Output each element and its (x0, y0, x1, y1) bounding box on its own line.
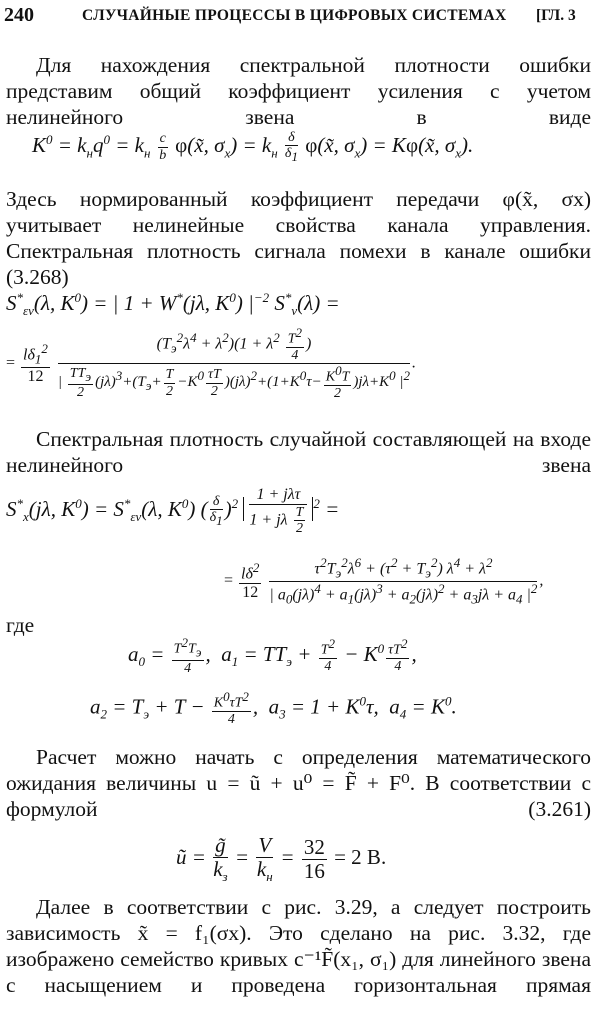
equation-sev-2: = $\frac{l\delta_1^2}{12}$ $(T_э^2\lambda^4 + \lambda^2)(1 + \lambda^2$ $\frac{T^2}{4}$ ) | $\frac{TT_э}{2}$ $(j\lambda)^3+(T_э+$ $\frac{T}{2}$ $-K^0$ $\frac{\tau T}{2}$ )$(j\lambda)^2+(1+K^0\tau-$ $\frac{K^0T}{2}$ )$j\lambda+K^0$ $|^2$ . (6, 325, 417, 402)
equation-sx-2: = $\frac{l\delta^2}{12}$ $\frac{\tau^2T_э^2\lambda^6 + (\tau^2 + T_э^2) \lambda^4 + \lambda^2}{| a_0(j\lambda)^4 + a_1(j\lambda)^3 + a_2(j\lambda)^2 + a_3j\lambda + a_4 |^2}$ , (224, 555, 544, 607)
paragraph-where: где (6, 613, 35, 637)
equation-sx-1: $S^*_x(j\lambda$, $K^0) = S^*_{\varepsilon v}(\lambda$, $K^0$) ( $\frac{\delta}{\delta_1}$ )$^2$ 1 + jλτ 1 + jλ $\frac{T}{2}$ $^2$ = (6, 486, 340, 536)
paragraph-5: Расчет можно начать с определения математического ожидания величины u = ũ + u⁰ = F̃ + F⁰. В соответствии с формулой (3.261) (6, 745, 591, 821)
equation-a-line-2: $a_2 = T_э + T$ − $\frac{K^0\tau T^2}{4}$ , $a_3 = 1 + K^0\tau$, $a_4 = K^0$. (90, 689, 457, 728)
paragraph-2: Здесь нормированный коэффициент передачи φ(x̃, σx) учитывает нелинейные свойства канала управления. Спектральная плотность сигнала помехи в канале ошибки (3.268) (6, 187, 591, 289)
paragraph-3: Спектральная плотность случайной составляющей на входе нелинейного звена (6, 427, 591, 477)
paragraph-6: Далее в соответствии с рис. 3.29, а следует построить зависимость x̃ = f₁(σx). Это сделано на рис. 3.32, где изображено семейство кривых c⁻¹F̃(x₁, σ₁) для линейного звена с насыщением и проведена горизонтальная прямая (6, 895, 591, 997)
page-number: 240 (4, 4, 34, 26)
page-header (0, 4, 600, 32)
paragraph-1: Для нахождения спектральной плотности ошибки представим общий коэффициент усиления с учетом нелинейного звена в виде (6, 53, 591, 129)
running-title: СЛУЧАЙНЫЕ ПРОЦЕССЫ В ЦИФРОВЫХ СИСТЕМАХ (82, 7, 507, 24)
equation-sev-1: $S^*_{\varepsilon v}(\lambda$, $K^0$) = | 1 + W*(jλ, $K^0$) $|^{-2}$ $S^*_v(\lambda)$ = (6, 290, 340, 319)
equation-a-line-1: $a_0$ = $\frac{T^2T_э}{4}$ , $a_1 = TT_э$ + $\frac{T^2}{4}$ − $K^0$ $\frac{\tau T^2}{4}$ , (128, 635, 417, 676)
chapter-marker: [ГЛ. 3 (536, 7, 576, 24)
equation-u: ũ = $\frac{g̃}{k_з}$ = $\frac{V}{k_н}$ = $\frac{32}{16}$ = 2 В. (176, 833, 387, 885)
equation-k0: $K^0 = k_нq^0 = k_н$ $\frac{c}{b}$ φ(x̃, $\sigma_x) = k_н$ $\frac{\delta}{\delta_1}$ φ(x̃, $\sigma_x$) = Kφ(x̃, $\sigma_x$). (32, 130, 474, 165)
